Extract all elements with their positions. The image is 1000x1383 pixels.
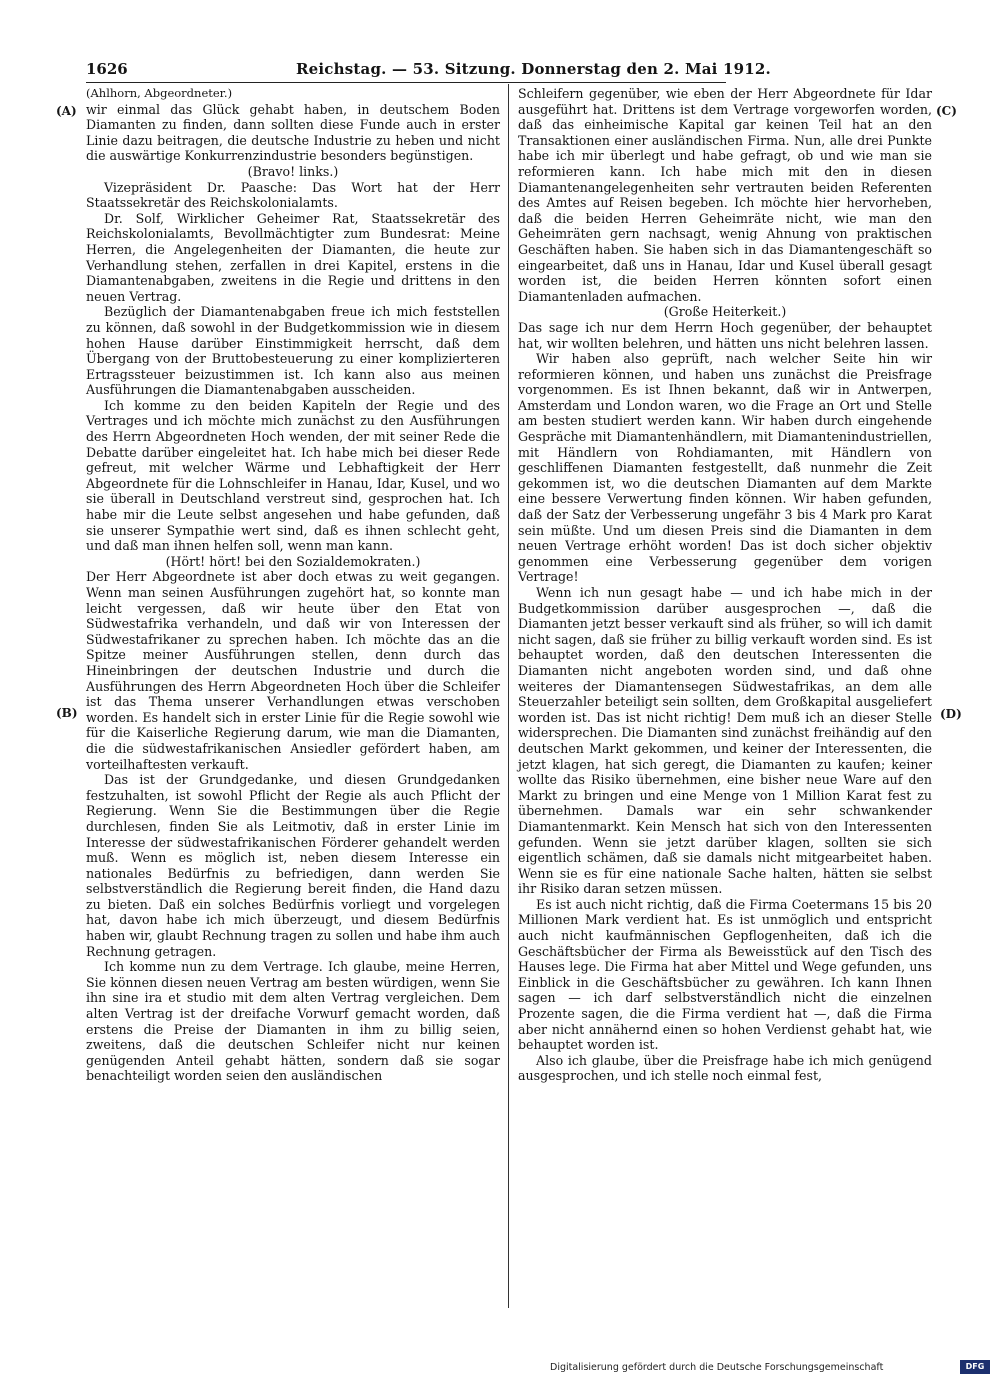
page-number: 1626 bbox=[86, 60, 128, 78]
paragraph: Ich komme zu den beiden Kapiteln der Regie und des Vertrages und ich möchte mich zunächst zu den Ausführungen des Herrn Abgeordneten Hoch wenden, der mit seiner Rede die Debatte darüber eingeleitet hat. Ich habe mich bei dieser Rede gefreut, mit welcher Wärme und Lebhaftigkeit der Herr Abgeordnete für die Lohnschleifer in Hanau, Idar, Kusel, und wo sie überall in Deutschland verstreut sind, gesprochen hat. Ich habe mir die Leute selbst angesehen und habe gefunden, daß sie unserer Sympathie wert sind, daß es ihnen schlecht geht, und daß man ihnen helfen soll, wenn man kann. bbox=[86, 397, 500, 554]
page-header bbox=[86, 60, 771, 83]
footer-note: Digitalisierung gefördert durch die Deutsche Forschungsgemeinschaft bbox=[550, 1362, 884, 1373]
paragraph: wir einmal das Glück gehabt haben, in deutschem Boden Diamanten zu finden, dann sollten diese Funde auch in erster Linie dazu beitragen, die deutsche Industrie zu heben und nicht die auswärtige Konkurrenzindustrie besonders begünstigen. bbox=[86, 101, 500, 164]
speaker-continuation: (Ahlhorn, Abgeordneter.) bbox=[86, 86, 233, 100]
dfg-logo: DFG bbox=[960, 1360, 990, 1374]
interjection: (Große Heiterkeit.) bbox=[663, 304, 787, 320]
margin-mark-d: (D) bbox=[940, 707, 962, 721]
margin-mark-b: (B) bbox=[56, 706, 78, 720]
paragraph: Ich komme nun zu dem Vertrage. Ich glaube, meine Herren, Sie können diesen neuen Vertrag am besten würdigen, wenn Sie ihn sine ira et studio mit dem alten Vertrag vergleichen. Dem alten Vertrag ist der dreifache Vorwurf gemacht worden, daß erstens die Preise der Diamanten in ihm zu billig seien, zweitens, daß die deutschen Schleifer nicht nur keinen genügenden Anteil gehabt hätten, sondern daß sie sogar benachteiligt worden seien den ausländischen bbox=[86, 959, 500, 1084]
running-head: Reichstag. — 53. Sitzung. Donnerstag den 2. Mai 1912. bbox=[296, 60, 771, 78]
paragraph: Also ich glaube, über die Preisfrage habe ich mich genügend ausgesprochen, und ich stelle noch einmal fest, bbox=[518, 1052, 932, 1084]
right-column bbox=[518, 86, 932, 1084]
paragraph: Schleifern gegenüber, wie eben der Herr Abgeordnete für Idar ausgeführt hat. Drittens ist dem Vertrage vorgeworfen worden, daß das einheimische Kapital gar keinen Teil hat an den Transaktionen einer ausländischen Firma. Nun, alle drei Punkte habe ich mir überlegt und habe gefragt, ob und wie man sie reformieren kann. Ich habe mich mit den in diesen Diamantenangelegenheiten sehr vertrauten beiden Referenten des Amtes auf Reisen begeben. Ich möchte hier hervorheben, daß die beiden Herren Geheimräte nicht, wie man den Geheimräten gern nachsagt, wenig Ahnung von praktischen Geschäften haben. Sie haben sich in das Diamantengeschäft so eingearbeitet, daß uns in Hanau, Idar und Kusel überall gesagt worden ist, die beiden Herren könnten sofort einen Diamantenladen aufmachen. bbox=[518, 86, 932, 304]
paragraph: Wir haben also geprüft, nach welcher Seite hin wir reformieren können, und haben uns zunächst die Preisfrage vorgenommen. Es ist Ihnen bekannt, daß wir in Antwerpen, Amsterdam und London waren, wo die Frage an Ort und Stelle am besten studiert werden kann. Wir haben durch eingehende Gespräche mit Diamantenhändlern, mit Diamantenindustriellen, mit Händlern von Rohdiamanten, mit Händlern von geschliffenen Diamanten festgestellt, daß nunmehr die Zeit gekommen ist, wo die deutschen Diamanten auf dem Markte eine bessere Verwertung finden können. Wir haben gefunden, daß der Satz der Verbesserung ungefähr 3 bis 4 Mark pro Karat sein müßte. Und um diesen Preis sind die Diamanten in dem neuen Vertrage erhöht worden! Das ist doch sicher objektiv genommen eine Verbesserung gegenüber dem vorigen Vertrage! bbox=[518, 351, 932, 585]
paragraph: Vizepräsident Dr. Paasche: Das Wort hat der Herr Staatssekretär des Reichskolonialamts. bbox=[86, 179, 500, 211]
interjection: (Bravo! links.) bbox=[247, 163, 339, 179]
left-column bbox=[86, 86, 500, 1084]
paragraph: Der Herr Abgeordnete ist aber doch etwas zu weit gegangen. Wenn man seinen Ausführungen zugehört hat, so konnte man leicht vergessen, daß wir heute über den Etat von Südwestafrika verhandeln, und daß wir von Interessen der Südwestafrikaner zu sprechen haben. Ich möchte das an die Spitze meiner Ausführungen stellen, denn durch das Hineinbringen der deutschen Industrie und durch die Ausführungen des Herrn Abgeordneten Hoch über die Schleifer ist das Thema unserer Verhandlungen etwas verschoben worden. Es handelt sich in erster Linie für die Regie sowohl wie für die Kaiserliche Regierung darum, wie man die Diamanten, die die südwestafrikanischen Ansiedler gefördert haben, am vorteilhaftesten verkauft. bbox=[86, 569, 500, 772]
column-divider bbox=[508, 84, 509, 1308]
paragraph: Das sage ich nur dem Herrn Hoch gegenüber, der behauptet hat, wir wollten belehren, und hätten uns nicht belehren lassen. bbox=[518, 319, 932, 351]
paragraph: Dr. Solf, Wirklicher Geheimer Rat, Staatssekretär des Reichskolonialamts, Bevollmächtigter zum Bundesrat: Meine Herren, die Angelegenheiten der Diamanten, die heute zur Verhandlung stehen, zerfallen in drei Kapitel, erstens in die Diamantenabgaben, zweitens in die Regie und drittens in den neuen Vertrag. bbox=[86, 210, 500, 304]
paragraph: Es ist auch nicht richtig, daß die Firma Coetermans 15 bis 20 Millionen Mark verdient hat. Es ist unmöglich und entspricht auch nicht kaufmännischen Gepflogenheiten, daß ich die Geschäftsbücher der Firma als Beweisstück auf den Tisch des Hauses lege. Die Firma hat aber Mittel und Wege gefunden, uns Einblick in die Geschäftsbücher zu gewähren. Ich kann Ihnen sagen — ich darf selbstverständlich nicht die einzelnen Prozente sagen, die die Firma verdient hat —, daß die Firma aber nicht annähernd einen so hohen Verdienst gehabt hat, wie behauptet worden ist. bbox=[518, 896, 932, 1053]
margin-mark-a: (A) bbox=[56, 104, 77, 118]
paragraph: Bezüglich der Diamantenabgaben freue ich mich feststellen zu können, daß sowohl in der Budgetkommission wie in diesem hohen Hause darüber Einstimmigkeit herrscht, daß dem Übergang von der Bruttobesteuerung zu einer komplizierteren Ertragssteuer beizustimmen ist. Ich kann also aus meinen Ausführungen die Diamantenabgaben ausscheiden. bbox=[86, 304, 500, 398]
margin-mark-c: (C) bbox=[936, 104, 957, 118]
interjection: (Hört! hört! bei den Sozialdemokraten.) bbox=[165, 553, 421, 569]
paragraph: Das ist der Grundgedanke, und diesen Grundgedanken festzuhalten, ist sowohl Pflicht der Regie als auch Pflicht der Regierung. Wenn Sie die Bestimmungen über die Regie durchlesen, finden Sie als Leitmotiv, daß in erster Linie im Interesse der südwestafrikanischen Förderer gehandelt werden muß. Wenn es möglich ist, neben diesem Interesse ein nationales Bedürfnis zu befriedigen, dann werden Sie selbstverständlich die Regierung bereit finden, die Hand dazu zu bieten. Daß ein solches Bedürfnis vorliegt und vorgelegen hat, davon habe ich mich überzeugt, und diesem Bedürfnis haben wir, glaubt Rechnung tragen zu sollen und habe ihm auch Rechnung getragen. bbox=[86, 772, 500, 959]
paragraph: Wenn ich nun gesagt habe — und ich habe mich in der Budgetkommission darüber ausgesprochen —, daß die Diamanten jetzt besser verkauft sind als früher, so will ich damit nicht sagen, daß sie früher zu billig verkauft worden sind. Es ist behauptet worden, daß den deutschen Interessenten die Diamanten nicht angeboten worden sind, und daß ohne weiteres der Diamantensegen Südwestafrikas, an dem alle Steuerzahler beteiligt sein sollten, dem Großkapital ausgeliefert worden ist. Das ist nicht richtig! Dem muß ich an dieser Stelle widersprechen. Die Diamanten sind zunächst freihändig auf den deutschen Markt gekommen, und keiner der Interessenten, die jetzt klagen, hat sich geregt, die Diamanten zu kaufen; keiner wollte das Risiko übernehmen, eine bisher neue Ware auf den Markt zu bringen und eine Menge von 1 Million Karat fest zu übernehmen. Damals war ein sehr schwankender Diamantenmarkt. Kein Mensch hat sich von den Interessenten gefunden. Wenn sie jetzt darüber klagen, sollten sie sich eigentlich schämen, daß sie damals nicht mitgearbeitet haben. Wenn sie es für eine nationale Sache halten, hätten sie selbst ihr Risiko daran setzen müssen. bbox=[518, 585, 932, 897]
